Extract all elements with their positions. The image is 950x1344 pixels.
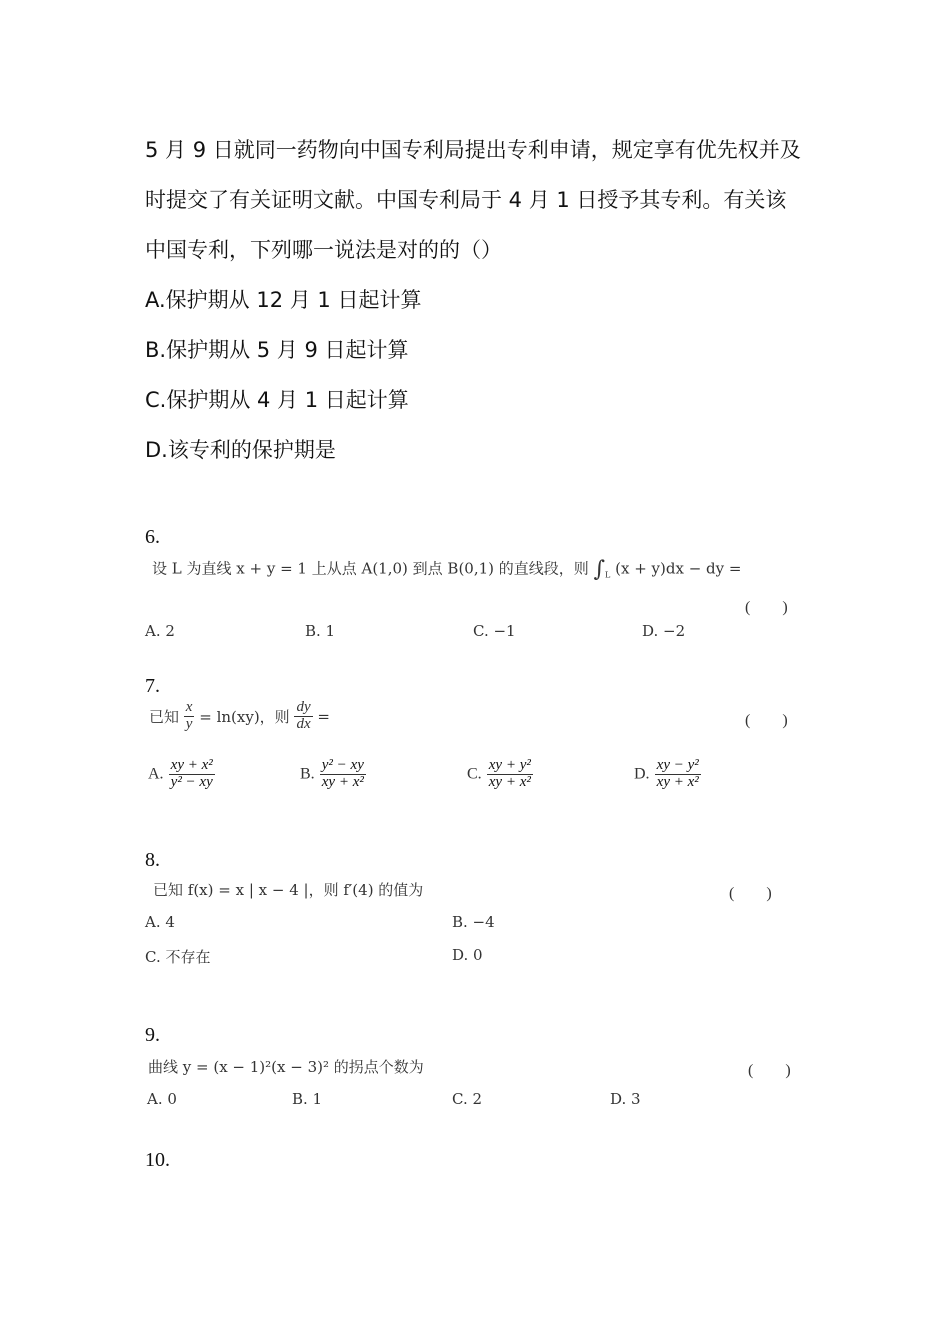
question-6-stem-a: 设 L 为直线 x + y = 1 上从点 A(1,0) 到点 B(0,1) 的直线段，则	[152, 559, 589, 578]
passage-option-b: B.保护期从 5 月 9 日起计算	[145, 338, 409, 362]
question-7-stem-suffix: =	[317, 707, 330, 726]
question-9-answer-paren: ( )	[748, 1062, 791, 1079]
stem-fraction-dy-over-dx: $\frac{dy}{dx}$	[296, 699, 311, 732]
question-6-stem-b: (x + y)dx − dy =	[615, 559, 742, 578]
question-8-stem: 已知 f(x) = x | x − 4 |，则 f′(4) 的值为	[153, 881, 424, 899]
integral-subscript: L	[605, 570, 611, 580]
question-6-option-c: C. −1	[473, 622, 516, 640]
question-7-answer-paren: ( )	[745, 712, 788, 729]
question-7-stem-mid: = ln(xy)，则	[199, 707, 290, 726]
question-8-option-c: C. 不存在	[145, 948, 211, 966]
question-7-option-c: C. $\frac{\text{xy + y²}}{\text{xy + x²}}$	[467, 757, 531, 790]
question-9-option-c: C. 2	[452, 1090, 483, 1108]
integral-sign-icon: ∫	[593, 557, 606, 582]
question-7-option-d: D. $\frac{\text{xy − y²}}{\text{xy + x²}}$	[634, 757, 699, 790]
question-8-option-b: B. −4	[452, 913, 495, 931]
passage-line-3: 中国专利，下列哪一说法是对的的（）	[145, 238, 502, 262]
question-7-option-a: A. $\frac{\text{xy + x²}}{\text{y² − xy}}$	[148, 757, 213, 790]
passage-option-a: A.保护期从 12 月 1 日起计算	[145, 288, 422, 312]
question-7-stem	[149, 700, 330, 733]
question-9-number: 9.	[145, 1024, 160, 1046]
passage-line-2: 时提交了有关证明文献。中国专利局于 4 月 1 日授予其专利。有关该	[145, 188, 787, 212]
question-10-number: 10.	[145, 1149, 170, 1171]
passage-option-c: C.保护期从 4 月 1 日起计算	[145, 388, 409, 412]
question-8-option-d: D. 0	[452, 946, 483, 964]
question-9-stem: 曲线 y = (x − 1)²(x − 3)² 的拐点个数为	[148, 1058, 424, 1076]
question-7-stem-prefix: 已知	[149, 707, 180, 726]
question-9-option-d: D. 3	[610, 1090, 641, 1108]
question-8-number: 8.	[145, 849, 160, 871]
question-9-option-a: A. 0	[147, 1090, 177, 1108]
question-6-answer-paren: ( )	[745, 599, 788, 616]
question-7-option-b: B. $\frac{\text{y² − xy}}{\text{xy + x²}}$	[300, 757, 364, 790]
question-6-option-d: D. −2	[642, 622, 686, 640]
question-9-option-b: B. 1	[292, 1090, 323, 1108]
question-8-answer-paren: ( )	[729, 885, 772, 902]
passage-option-d: D.该专利的保护期是	[145, 438, 336, 462]
question-6-stem	[152, 557, 741, 582]
stem-fraction-x-over-y: $\frac{x}{y}$	[185, 699, 193, 732]
question-8-option-a: A. 4	[145, 913, 175, 931]
question-6-option-a: A. 2	[145, 622, 175, 640]
question-6-number: 6.	[145, 526, 160, 548]
question-7-number: 7.	[145, 675, 160, 697]
question-6-option-b: B. 1	[305, 622, 336, 640]
passage-line-1: 5 月 9 日就同一药物向中国专利局提出专利申请，规定享有优先权并及	[145, 138, 801, 162]
